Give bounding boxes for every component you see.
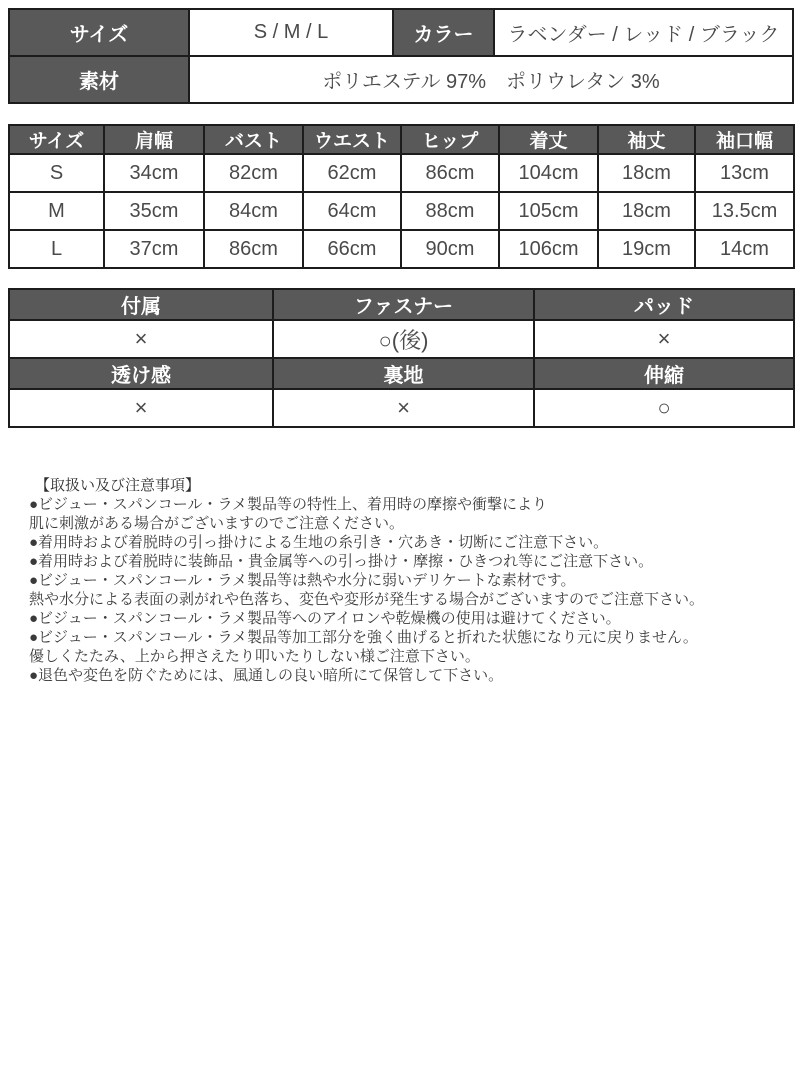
measure-cell: 35cm	[104, 192, 204, 230]
measure-cell: 90cm	[401, 230, 499, 268]
measure-cell: 66cm	[303, 230, 401, 268]
size-chart-table	[8, 124, 795, 269]
care-note-line: ●ビジュー・スパンコール・ラメ製品等の特性上、着用時の摩擦や衝撃により	[29, 496, 548, 513]
size-chart-row-s	[9, 154, 794, 192]
measure-cell: 84cm	[204, 192, 303, 230]
summary-size-value: S / M / L	[189, 9, 393, 56]
measure-cell: 14cm	[695, 230, 794, 268]
features-header-row-2	[9, 358, 794, 389]
care-note-line: 優しくたたみ、上から押さえたり叩いたりしない様ご注意下さい。	[29, 648, 480, 665]
feature-label-fastener: ファスナー	[273, 289, 534, 320]
size-chart-col-shoulder: 肩幅	[104, 125, 204, 154]
measure-cell: 19cm	[598, 230, 695, 268]
summary-material-label: 素材	[9, 56, 189, 103]
feature-label-sheerness: 透け感	[9, 358, 273, 389]
size-cell: S	[9, 154, 104, 192]
feature-value-lining: ×	[273, 389, 534, 427]
measure-cell: 88cm	[401, 192, 499, 230]
feature-value-sheerness: ×	[9, 389, 273, 427]
feature-value-accessories: ×	[9, 320, 273, 358]
feature-value-fastener: ○(後)	[273, 320, 534, 358]
size-chart-col-size: サイズ	[9, 125, 104, 154]
size-chart-header-row	[9, 125, 794, 154]
feature-value-pad: ×	[534, 320, 794, 358]
summary-table	[8, 8, 794, 104]
measure-cell: 105cm	[499, 192, 598, 230]
measure-cell: 64cm	[303, 192, 401, 230]
care-notes	[29, 476, 769, 685]
size-chart-row-l	[9, 230, 794, 268]
measure-cell: 62cm	[303, 154, 401, 192]
measure-cell: 82cm	[204, 154, 303, 192]
care-note-line: 熱や水分による表面の剥がれや色落ち、変色や変形が発生する場合がございますのでご注意下さい。	[29, 591, 705, 608]
features-value-row-1	[9, 320, 794, 358]
measure-cell: 18cm	[598, 154, 695, 192]
size-cell: M	[9, 192, 104, 230]
size-chart-col-waist: ウエスト	[303, 125, 401, 154]
features-header-row-1	[9, 289, 794, 320]
care-note-line: ●退色や変色を防ぐためには、風通しの良い暗所にて保管して下さい。	[29, 667, 504, 684]
care-notes-title: 【取扱い及び注意事項】	[35, 477, 201, 494]
measure-cell: 13cm	[695, 154, 794, 192]
features-value-row-2	[9, 389, 794, 427]
feature-label-accessories: 付属	[9, 289, 273, 320]
summary-color-value: ラベンダー / レッド / ブラック	[494, 9, 793, 56]
size-chart-col-bust: バスト	[204, 125, 303, 154]
care-note-line: ●ビジュー・スパンコール・ラメ製品等へのアイロンや乾燥機の使用は避けてください。	[29, 610, 621, 627]
summary-row-material	[9, 56, 793, 103]
measure-cell: 18cm	[598, 192, 695, 230]
measure-cell: 86cm	[204, 230, 303, 268]
measure-cell: 86cm	[401, 154, 499, 192]
summary-row-size-color	[9, 9, 793, 56]
care-note-line: ●ビジュー・スパンコール・ラメ製品等加工部分を強く曲げると折れた状態になり元に戻りません。	[29, 629, 698, 646]
measure-cell: 13.5cm	[695, 192, 794, 230]
feature-label-stretch: 伸縮	[534, 358, 794, 389]
size-chart-col-sleeve: 袖丈	[598, 125, 695, 154]
care-note-line: ●ビジュー・スパンコール・ラメ製品等は熱や水分に弱いデリケートな素材です。	[29, 572, 576, 589]
size-chart-col-length: 着丈	[499, 125, 598, 154]
feature-label-lining: 裏地	[273, 358, 534, 389]
feature-label-pad: パッド	[534, 289, 794, 320]
size-chart-col-hip: ヒップ	[401, 125, 499, 154]
measure-cell: 106cm	[499, 230, 598, 268]
summary-material-value: ポリエステル 97% ポリウレタン 3%	[189, 56, 793, 103]
care-note-line: ●着用時および着脱時に装飾品・貴金属等への引っ掛け・摩擦・ひきつれ等にご注意下さい。	[29, 553, 654, 570]
care-note-line: 肌に刺激がある場合がございますのでご注意ください。	[29, 515, 405, 532]
size-chart-row-m	[9, 192, 794, 230]
size-cell: L	[9, 230, 104, 268]
measure-cell: 104cm	[499, 154, 598, 192]
measure-cell: 37cm	[104, 230, 204, 268]
feature-value-stretch: ○	[534, 389, 794, 427]
measure-cell: 34cm	[104, 154, 204, 192]
summary-color-label: カラー	[393, 9, 494, 56]
care-note-line: ●着用時および着脱時の引っ掛けによる生地の糸引き・穴あき・切断にご注意下さい。	[29, 534, 609, 551]
summary-size-label: サイズ	[9, 9, 189, 56]
size-chart-col-cuff: 袖口幅	[695, 125, 794, 154]
features-table	[8, 288, 795, 428]
